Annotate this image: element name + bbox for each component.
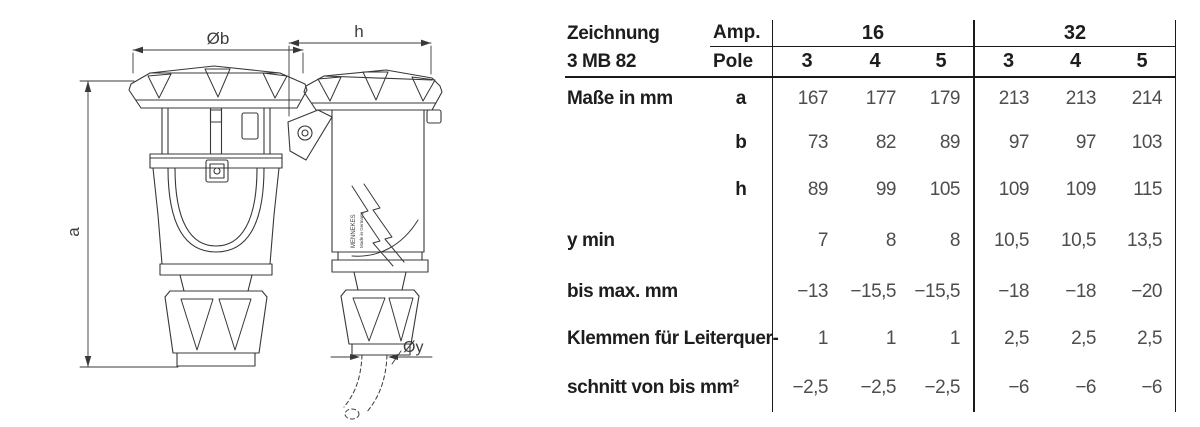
dimension-value: −13 xyxy=(797,280,828,302)
dimension-value: 105 xyxy=(909,166,975,213)
dimension-value: 213 xyxy=(998,87,1029,109)
dimension-value: −2,5 xyxy=(909,363,975,412)
row-label xyxy=(565,119,710,166)
dimension-key xyxy=(710,268,773,315)
dimension-value: −15,5 xyxy=(850,280,896,302)
row-label: Klemmen für Leiterquer- xyxy=(567,328,779,349)
dimension-value: −18 xyxy=(1065,280,1096,302)
pole-count-header: 3 xyxy=(975,47,1042,78)
drawing-number: 3 MB 82 xyxy=(565,47,710,78)
dimension-value: 97 xyxy=(1075,131,1096,153)
row-label: bis max. mm xyxy=(567,280,678,302)
pole-count-header: 3 xyxy=(773,47,841,78)
dimension-value: 213 xyxy=(1065,87,1096,109)
dimension-value: 109 xyxy=(1065,178,1096,200)
brand-text: MENNEKES xyxy=(351,214,357,248)
dimension-value: 82 xyxy=(875,131,896,153)
dimension-spec-table xyxy=(565,20,1176,412)
dimension-key: b xyxy=(710,119,773,166)
pole-count-header: 5 xyxy=(909,47,975,78)
dimension-value: 1 xyxy=(909,315,975,363)
row-label: Maße in mm xyxy=(567,87,673,109)
dimension-key: a xyxy=(710,78,773,119)
row-label xyxy=(565,166,710,213)
dimension-value: −20 xyxy=(1109,268,1176,315)
dimension-value: 13,5 xyxy=(1109,213,1176,268)
dimension-value: 8 xyxy=(885,229,896,251)
dimension-value: 103 xyxy=(1109,119,1176,166)
dimension-value: 8 xyxy=(909,213,975,268)
amp-header-label: Amp. xyxy=(710,20,773,47)
pole-count-header: 4 xyxy=(1042,47,1109,78)
dimension-value: −2,5 xyxy=(860,376,896,398)
dim-label-y-diameter: Øy xyxy=(403,339,424,356)
dimension-value: 89 xyxy=(909,119,975,166)
dimension-value: 214 xyxy=(1109,78,1176,119)
technical-drawing xyxy=(0,0,560,427)
dimension-value: −6 xyxy=(1008,376,1029,398)
dimension-value: 179 xyxy=(909,78,975,119)
dimension-value: 115 xyxy=(1109,166,1176,213)
dimension-value: 1 xyxy=(885,328,896,349)
dimension-value: 89 xyxy=(807,178,828,200)
dimension-key xyxy=(710,363,773,412)
pole-count-header: 5 xyxy=(1109,47,1176,78)
dimension-value: 177 xyxy=(865,87,896,109)
pole-count-header: 4 xyxy=(841,47,909,78)
side-view-drawing xyxy=(288,22,442,419)
amp-group-16-header: 16 xyxy=(773,20,975,47)
dimension-value: 73 xyxy=(807,131,828,153)
dimension-key: h xyxy=(710,166,773,213)
dimension-key xyxy=(710,315,773,363)
dimension-value: 10,5 xyxy=(1061,229,1096,251)
dimension-a xyxy=(80,81,178,367)
dimension-value: −18 xyxy=(998,280,1029,302)
amp-group-32-header: 32 xyxy=(975,20,1176,47)
dimension-value: −15,5 xyxy=(909,268,975,315)
dim-label-a: a xyxy=(64,227,83,237)
dimension-value: 10,5 xyxy=(994,229,1029,251)
dimension-key xyxy=(710,213,773,268)
row-label: y min xyxy=(567,229,615,251)
table-title: Zeichnung xyxy=(567,22,660,44)
pole-header-label: Pole xyxy=(710,47,773,78)
made-in-germany-text: Made in Germany xyxy=(359,212,364,248)
dimension-value: 2,5 xyxy=(1071,328,1096,349)
dimension-value: 99 xyxy=(875,178,896,200)
latch-clip xyxy=(288,110,332,160)
dimension-value: 109 xyxy=(998,178,1029,200)
row-label: schnitt von bis mm² xyxy=(567,376,739,398)
dimension-value: 2,5 xyxy=(1004,328,1029,349)
dimension-value: −6 xyxy=(1109,363,1176,412)
dimension-value: 167 xyxy=(797,87,828,109)
dimension-value: 7 xyxy=(817,229,828,251)
dimension-value: −6 xyxy=(1075,376,1096,398)
front-view-drawing xyxy=(64,29,307,367)
dim-label-h: h xyxy=(354,22,364,41)
cable-dashed-outline xyxy=(344,355,387,419)
dimension-value: −2,5 xyxy=(792,376,828,398)
dimension-value: 1 xyxy=(817,328,828,349)
dimension-value: 2,5 xyxy=(1109,315,1176,363)
dim-label-b-diameter: Øb xyxy=(206,29,230,48)
dimension-value: 97 xyxy=(1008,131,1029,153)
